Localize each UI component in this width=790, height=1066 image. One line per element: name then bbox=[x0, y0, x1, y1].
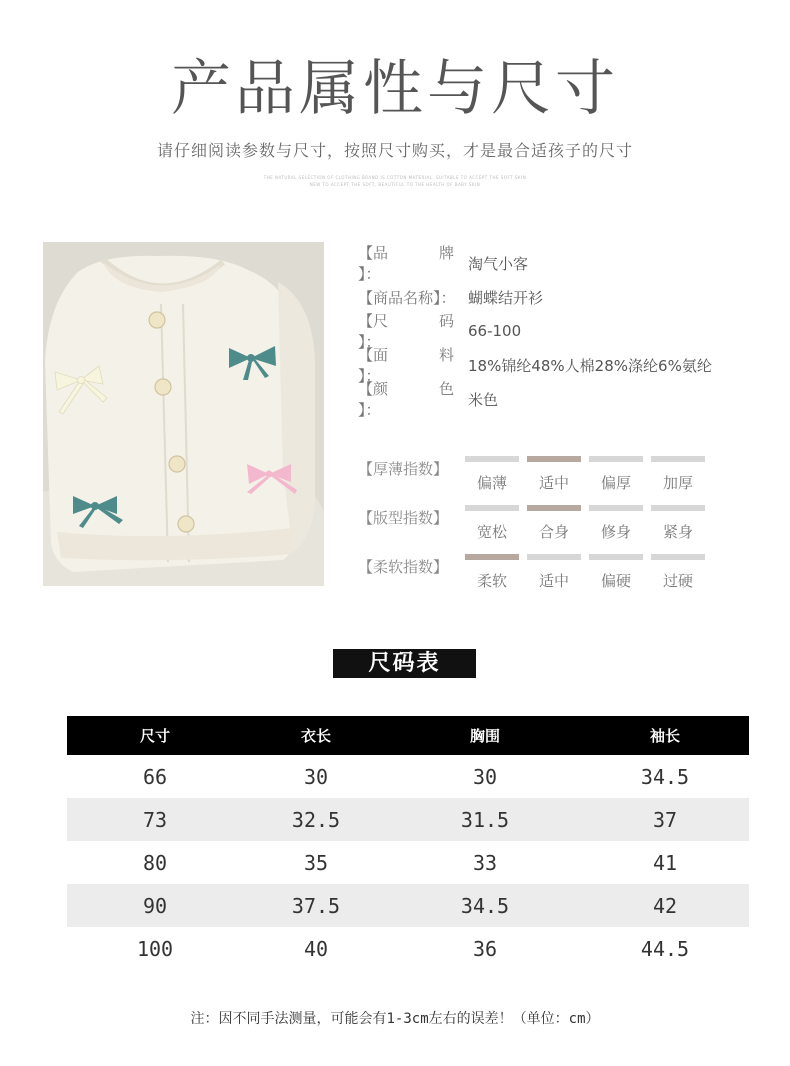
cell-sleeve: 37 bbox=[652, 807, 678, 832]
index-option-label: 宽松 bbox=[476, 523, 507, 541]
index-bar bbox=[465, 456, 519, 462]
index-option bbox=[465, 554, 519, 591]
size-table-header bbox=[67, 716, 749, 755]
cell-chest: 34.5 bbox=[460, 893, 510, 918]
index-option-label: 柔软 bbox=[476, 572, 507, 590]
index-option bbox=[651, 456, 705, 493]
index-bar bbox=[589, 456, 643, 462]
cell-chest: 36 bbox=[472, 936, 498, 961]
attribute-size bbox=[358, 312, 712, 351]
cell-chest: 33 bbox=[472, 850, 498, 875]
size-chart-title: 尺码表 bbox=[333, 649, 476, 678]
attribute-key: 【品 牌】： bbox=[358, 244, 455, 283]
index-option bbox=[527, 505, 581, 542]
cell-size: 66 bbox=[142, 764, 168, 789]
index-bar bbox=[465, 505, 519, 511]
cell-sleeve: 44.5 bbox=[640, 936, 690, 961]
index-option bbox=[527, 456, 581, 493]
index-option-label: 适中 bbox=[538, 474, 569, 492]
attribute-value: 淘气小客 bbox=[468, 254, 529, 273]
attribute-fabric bbox=[358, 346, 712, 385]
index-option-label: 加厚 bbox=[662, 474, 693, 492]
attribute-key: 【尺 码】： bbox=[358, 312, 455, 351]
table-row bbox=[67, 927, 749, 970]
cell-size: 73 bbox=[142, 807, 168, 832]
attribute-brand bbox=[358, 244, 712, 283]
cell-sleeve: 41 bbox=[652, 850, 678, 875]
header-length: 衣长 bbox=[300, 727, 331, 745]
index-option-label: 合身 bbox=[538, 523, 569, 541]
attribute-product-name bbox=[358, 280, 712, 314]
cell-length: 37.5 bbox=[291, 893, 341, 918]
attribute-color bbox=[358, 380, 712, 419]
attribute-value: 米色 bbox=[468, 390, 499, 409]
cardigan-illustration bbox=[43, 242, 324, 586]
index-option-label: 偏硬 bbox=[600, 572, 631, 590]
index-bar bbox=[651, 456, 705, 462]
cell-chest: 31.5 bbox=[460, 807, 510, 832]
index-bar bbox=[465, 554, 519, 560]
index-bar bbox=[589, 505, 643, 511]
cell-sleeve: 34.5 bbox=[640, 764, 690, 789]
index-bar bbox=[651, 554, 705, 560]
attribute-value: 蝴蝶结开衫 bbox=[468, 288, 544, 307]
index-option bbox=[589, 456, 643, 493]
header-size: 尺寸 bbox=[139, 727, 170, 745]
index-bar bbox=[527, 554, 581, 560]
index-option bbox=[651, 554, 705, 591]
index-option bbox=[465, 505, 519, 542]
measurement-note: 注：因不同手法测量，可能会有1-3cm左右的误差！（单位：cm） bbox=[190, 1011, 600, 1027]
index-option bbox=[589, 554, 643, 591]
index-option bbox=[465, 456, 519, 493]
index-option-label: 适中 bbox=[538, 572, 569, 590]
index-option-label: 偏薄 bbox=[476, 474, 507, 492]
table-row bbox=[67, 798, 749, 841]
attribute-key: 【颜 色】： bbox=[358, 380, 455, 419]
cell-sleeve: 42 bbox=[652, 893, 678, 918]
cell-length: 35 bbox=[303, 850, 329, 875]
index-label: 【厚薄指数】 bbox=[358, 460, 449, 478]
cell-chest: 30 bbox=[472, 764, 498, 789]
index-option bbox=[589, 505, 643, 542]
cell-size: 100 bbox=[136, 936, 174, 961]
index-option bbox=[651, 505, 705, 542]
page-subtitle: 请仔细阅读参数与尺寸，按照尺寸购买，才是最合适孩子的尺寸 bbox=[156, 141, 633, 160]
fine-print-line-1: THE NATURAL SELECTION OF CLOTHING BRAND IS COTTON MATERIAL, SUITABLE TO ACCEPT THE SOFT SKIN bbox=[263, 175, 527, 180]
index-option-label: 紧身 bbox=[662, 523, 693, 541]
size-table bbox=[67, 716, 749, 970]
cell-length: 40 bbox=[303, 936, 329, 961]
index-bar bbox=[589, 554, 643, 560]
page-title: 产品属性与尺寸 bbox=[171, 54, 619, 124]
index-option-label: 偏厚 bbox=[600, 474, 631, 492]
cell-size: 80 bbox=[142, 850, 168, 875]
table-row bbox=[67, 841, 749, 884]
attribute-list bbox=[358, 244, 712, 419]
attribute-key: 【商品名称】： bbox=[358, 288, 456, 307]
index-option-label: 修身 bbox=[600, 523, 631, 541]
cell-length: 30 bbox=[303, 764, 329, 789]
index-bar bbox=[527, 505, 581, 511]
table-row bbox=[67, 755, 749, 798]
fine-print-line-2: NEW TO ACCEPT THE SOFT, BEAUTIFUL TO THE HEALTH OF BABY SKIN bbox=[309, 182, 481, 187]
index-option bbox=[527, 554, 581, 591]
attribute-value: 66-100 bbox=[468, 322, 522, 340]
attribute-key: 【面 料】： bbox=[358, 346, 455, 385]
cell-length: 32.5 bbox=[291, 807, 341, 832]
cell-size: 90 bbox=[142, 893, 168, 918]
table-row bbox=[67, 884, 749, 927]
index-label: 【版型指数】 bbox=[358, 509, 449, 527]
header-sleeve: 袖长 bbox=[649, 727, 680, 745]
index-label: 【柔软指数】 bbox=[358, 558, 449, 576]
header-chest: 胸围 bbox=[469, 727, 500, 745]
attribute-value: 18%锦纶48%人棉28%涤纶6%氨纶 bbox=[468, 356, 712, 375]
index-bar bbox=[651, 505, 705, 511]
product-photo bbox=[43, 242, 324, 586]
index-bar bbox=[527, 456, 581, 462]
index-option-label: 过硬 bbox=[662, 572, 693, 590]
